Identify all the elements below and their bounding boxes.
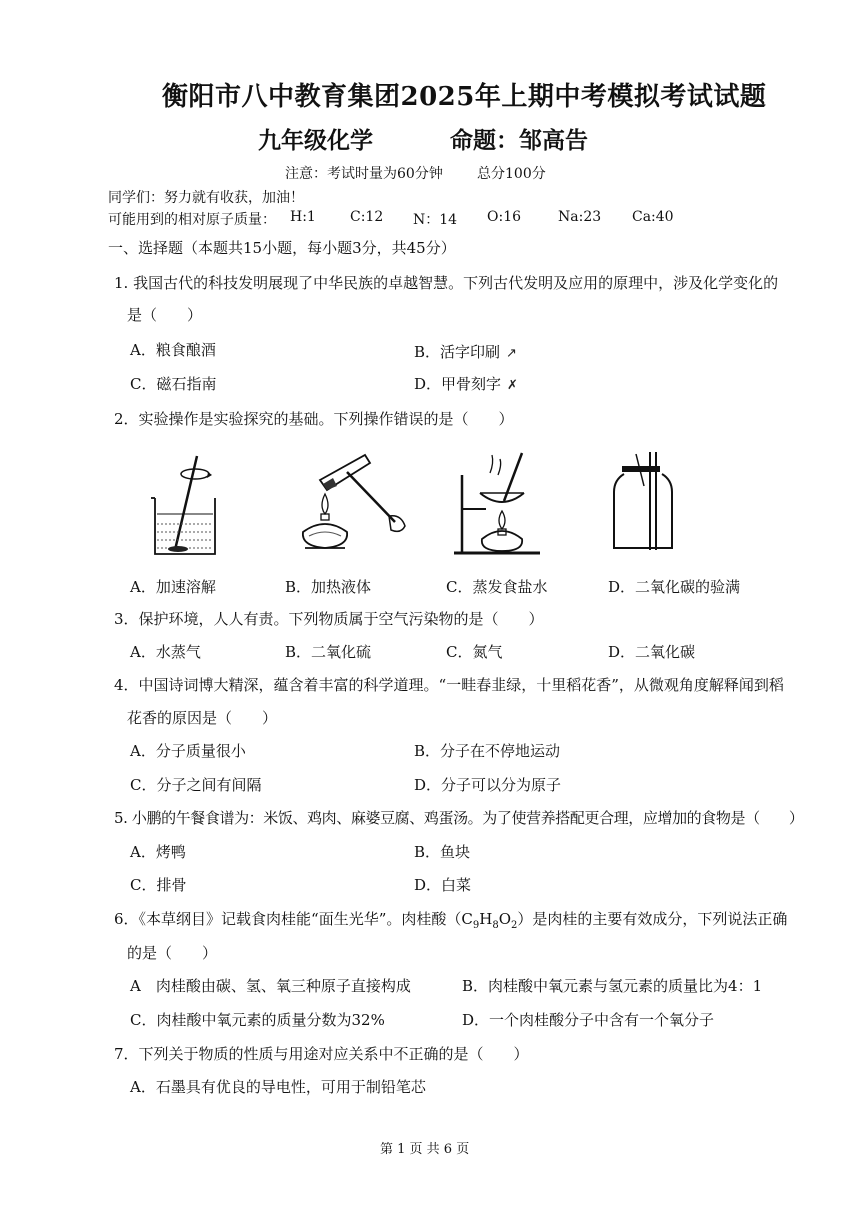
q1-option-c: C．磁石指南 — [130, 375, 217, 393]
q2-option-a: A．加速溶解 — [130, 578, 216, 596]
q6-option-c: C．肉桂酸中氧元素的质量分数为32% — [130, 1011, 385, 1029]
q5-option-b: B．鱼块 — [414, 843, 471, 861]
q5-option-a: A．烤鸭 — [130, 843, 186, 861]
q5-option-c: C．排骨 — [130, 876, 187, 894]
q3-option-c: C．氮气 — [446, 643, 503, 661]
atomic-mass-c: C:12 — [350, 209, 384, 225]
q3-option-b: B．二氧化硫 — [285, 643, 372, 661]
page-footer: 第 1 页 共 6 页 — [380, 1142, 470, 1157]
score-notice: 总分100分 — [477, 166, 546, 182]
q6-stem-line1: 6．《本草纲目》记载食肉桂能“面生光华”。肉桂酸$(C_9H_8O_2)$是肉桂的主要有效成分，下列说法正确 — [114, 910, 788, 931]
handwritten-mark: ↗ — [506, 346, 517, 361]
q4-stem-line2: 花香的原因是（ ） — [127, 709, 278, 727]
atomic-mass-h: H:1 — [290, 209, 316, 225]
q6-option-a: A 肉桂酸由碳、氢、氧三种原子直接构成 — [130, 977, 411, 995]
q4-option-b: B．分子在不停地运动 — [414, 742, 561, 760]
encourage-text: 同学们：努力就有收获，加油！ — [108, 190, 304, 206]
q2-option-b: B．加热液体 — [285, 578, 372, 596]
q1-option-a: A．粮食酿酒 — [130, 341, 216, 359]
q4-stem-line1: 4．中国诗词博大精深，蕴含着丰富的科学道理。“一畦春韭绿，十里稻花香”，从微观角度解释闻到稻 — [114, 676, 784, 694]
q5-option-d: D．白菜 — [414, 876, 472, 894]
atomic-mass-na: Na:23 — [558, 209, 602, 225]
atomic-mass-o: O:16 — [487, 209, 522, 225]
q7-option-a: A．石墨具有优良的导电性，可用于制铅笔芯 — [130, 1078, 426, 1096]
q4-option-a: A．分子质量很小 — [130, 742, 246, 760]
exam-title: 衡阳市八中教育集团2025年上期中考模拟考试试题 — [162, 82, 767, 112]
q6-option-d: D．一个肉桂酸分子中含有一个氧分子 — [462, 1011, 715, 1029]
atomic-mass-ca: Ca:40 — [632, 209, 674, 225]
figure-co2-bottle — [610, 450, 680, 555]
atomic-mass-label: 可能用到的相对原子质量： — [108, 212, 276, 228]
atomic-mass-n: N：14 — [413, 212, 458, 228]
q1-stem-line2: 是（ ） — [127, 306, 203, 324]
figure-evaporation-dish — [452, 445, 547, 560]
q3-stem: 3．保护环境，人人有责。下列物质属于空气污染物的是（ ） — [114, 610, 544, 628]
subject-label: 九年级化学 — [258, 127, 373, 154]
q1-option-b: B．活字印刷 ↗ — [414, 343, 517, 361]
q1-stem-line1: 1. 我国古代的科技发明展现了中华民族的卓越智慧。下列古代发明及应用的原理中，涉及化学变化的 — [114, 274, 779, 292]
figure-stirring-beaker — [145, 448, 225, 560]
figure-heating-test-tube — [285, 450, 415, 560]
q4-option-d: D．分子可以分为原子 — [414, 776, 562, 794]
q6-stem-line2: 的是（ ） — [127, 944, 218, 962]
q4-option-c: C．分子之间有间隔 — [130, 776, 262, 794]
q1-option-d: D．甲骨刻字 ✗ — [414, 375, 518, 393]
q5-stem: 5. 小鹏的午餐食谱为：米饭、鸡肉、麻婆豆腐、鸡蛋汤。为了使营养搭配更合理，应增加的食物是（ ） — [114, 809, 804, 827]
q3-option-a: A．水蒸气 — [130, 643, 201, 661]
section-heading: 一、选择题（本题共15小题，每小题3分，共45分） — [108, 239, 456, 257]
handwritten-mark: ✗ — [507, 378, 518, 393]
q2-option-c: C．蒸发食盐水 — [446, 578, 548, 596]
q2-option-d: D．二氧化碳的验满 — [608, 578, 741, 596]
q6-option-b: B．肉桂酸中氧元素与氢元素的质量比为4：1 — [462, 977, 763, 995]
time-notice: 注意：考试时量为60分钟 — [285, 166, 443, 182]
author-label: 命题：邹高告 — [450, 127, 588, 154]
q7-stem: 7．下列关于物质的性质与用途对应关系中不正确的是（ ） — [114, 1045, 529, 1063]
q2-stem: 2．实验操作是实验探究的基础。下列操作错误的是（ ） — [114, 410, 514, 428]
q3-option-d: D．二氧化碳 — [608, 643, 696, 661]
